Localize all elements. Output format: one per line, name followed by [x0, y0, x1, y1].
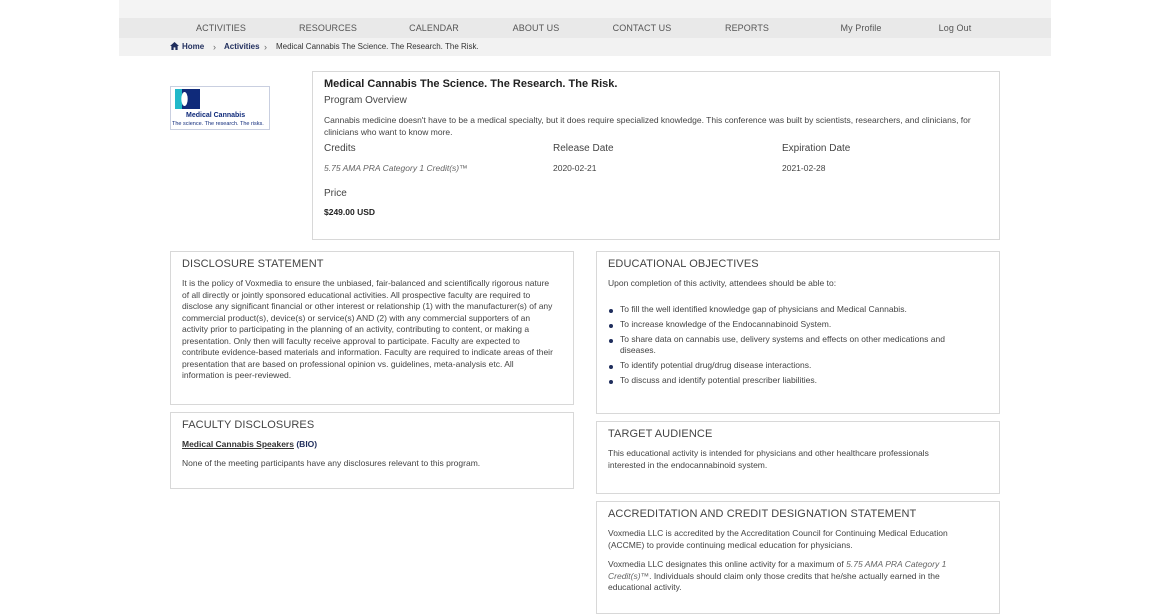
- bullet-icon: [609, 309, 613, 313]
- target-audience-text: This educational activity is intended for physicians and other healthcare professionals interested in the endocannabinoid system.: [608, 448, 929, 470]
- cannabis-logo-icon: [172, 88, 202, 110]
- nav-about-us[interactable]: ABOUT US: [512, 23, 560, 33]
- objective-text: To fill the well identified knowledge gap of physicians and Medical Cannabis.: [620, 304, 907, 314]
- list-item: [608, 334, 978, 356]
- objective-text: To discuss and identify potential prescriber liabilities.: [620, 375, 818, 385]
- educational-objectives-title: EDUCATIONAL OBJECTIVES: [608, 258, 759, 270]
- logo-subtitle: The science. The research. The risks.: [172, 121, 264, 127]
- activity-title: Medical Cannabis The Science. The Research. The Risk.: [324, 78, 618, 90]
- nav-reports[interactable]: REPORTS: [724, 23, 770, 33]
- objectives-intro: Upon completion of this activity, attendees should be able to:: [608, 278, 837, 288]
- breadcrumb-home-label: Home: [182, 42, 205, 51]
- bullet-icon: [609, 365, 613, 369]
- faculty-speakers-line: [182, 439, 562, 451]
- breadcrumb: [119, 38, 1051, 56]
- accreditation-title: ACCREDITATION AND CREDIT DESIGNATION STATEMENT: [608, 508, 917, 520]
- expiration-date-value: 2021-02-28: [782, 163, 826, 173]
- bullet-icon: [609, 324, 613, 328]
- faculty-disclosures-panel: [170, 412, 574, 489]
- target-audience-panel: [596, 421, 1000, 494]
- nav-activities[interactable]: ACTIVITIES: [195, 23, 247, 33]
- nav-resources[interactable]: RESOURCES: [299, 23, 357, 33]
- logo-title: Medical Cannabis: [186, 112, 246, 119]
- top-strip: [119, 0, 1051, 18]
- home-icon: [170, 42, 179, 50]
- breadcrumb-home[interactable]: [170, 38, 204, 56]
- list-item: [608, 360, 978, 371]
- bullet-icon: [609, 339, 613, 343]
- nav-calendar[interactable]: CALENDAR: [409, 23, 459, 33]
- objective-text: To share data on cannabis use, delivery systems and effects on other medications and diseases.: [620, 334, 945, 355]
- faculty-disclosures-text: None of the meeting participants have any disclosures relevant to this program.: [182, 458, 481, 468]
- list-item: [608, 304, 978, 315]
- list-item: [608, 319, 978, 330]
- program-description: Cannabis medicine doesn't have to be a medical specialty, but it does require specialized knowledge. This conference was built by scientists, researchers, and clinicians, for clinicians who want to know more.: [324, 115, 971, 137]
- price-label: Price: [324, 188, 347, 199]
- main-nav: [119, 18, 1051, 38]
- breadcrumb-current: Medical Cannabis The Science. The Research. The Risk.: [276, 42, 479, 51]
- nav-log-out[interactable]: Log Out: [938, 23, 972, 33]
- activity-logo: [170, 86, 270, 130]
- faculty-disclosures-title: FACULTY DISCLOSURES: [182, 419, 315, 431]
- educational-objectives-panel: [596, 251, 1000, 414]
- speakers-link[interactable]: Medical Cannabis Speakers: [182, 439, 294, 449]
- release-date-value: 2020-02-21: [553, 163, 597, 173]
- objective-text: To increase knowledge of the Endocannabinoid System.: [620, 319, 832, 329]
- credit-designation-prefix: Voxmedia LLC designates this online activity for a maximum of: [608, 559, 844, 569]
- program-overview-heading: Program Overview: [324, 95, 407, 106]
- nav-contact-us[interactable]: CONTACT US: [612, 23, 672, 33]
- nav-my-profile[interactable]: My Profile: [840, 23, 882, 33]
- bio-link[interactable]: (BIO): [296, 439, 318, 449]
- list-item: [608, 375, 978, 386]
- credit-designation-credits: 5.75 AMA PRA Category 1 Credit(s)™: [608, 559, 947, 581]
- price-value: $249.00 USD: [324, 207, 376, 217]
- credit-designation-text: [608, 559, 978, 594]
- accreditation-text: Voxmedia LLC is accredited by the Accreditation Council for Continuing Medical Education (ACCME) to provide continuing medical education for physicians.: [608, 528, 948, 550]
- disclosure-statement-title: DISCLOSURE STATEMENT: [182, 258, 324, 270]
- disclosure-statement-text: It is the policy of Voxmedia to ensure the unbiased, fair-balanced and scientifically rigorous nature of all directly or jointly sponsored educational activities. All prospective faculty are required to disclose any significant financial or other interest or relationship (1) with the manufacturer(s) of any commercial product(s), device(s) or service(s) AND (2) with any commercial supporters of an activity prior to participating in the planning of an activity, contributing to content, or making a presentation. Only then will faculty receive approval to participate. Faculty are expected to contribute evidence-based materials and information. Faculty are required to indicate areas of their presentation that are based on professional opinion vs. guidelines, meta-analysis etc. All information is peer-reviewed.: [182, 278, 553, 380]
- credits-value: 5.75 AMA PRA Category 1 Credit(s)™: [324, 163, 468, 173]
- expiration-date-label: Expiration Date: [782, 143, 851, 154]
- bullet-icon: [609, 380, 613, 384]
- credit-designation-suffix: . Individuals should claim only those credits that he/she actually earned in the educational activity.: [608, 570, 940, 592]
- accreditation-panel: [596, 501, 1000, 614]
- program-overview-card: [312, 71, 1000, 240]
- target-audience-title: TARGET AUDIENCE: [608, 428, 713, 440]
- objectives-list: [608, 304, 978, 390]
- credits-label: Credits: [324, 143, 356, 154]
- release-date-label: Release Date: [553, 143, 614, 154]
- disclosure-statement-panel: [170, 251, 574, 405]
- chevron-right-icon: ›: [213, 42, 216, 52]
- objective-text: To identify potential drug/drug disease interactions.: [620, 360, 812, 370]
- chevron-right-icon: ›: [264, 42, 267, 52]
- breadcrumb-activities[interactable]: Activities: [224, 42, 260, 51]
